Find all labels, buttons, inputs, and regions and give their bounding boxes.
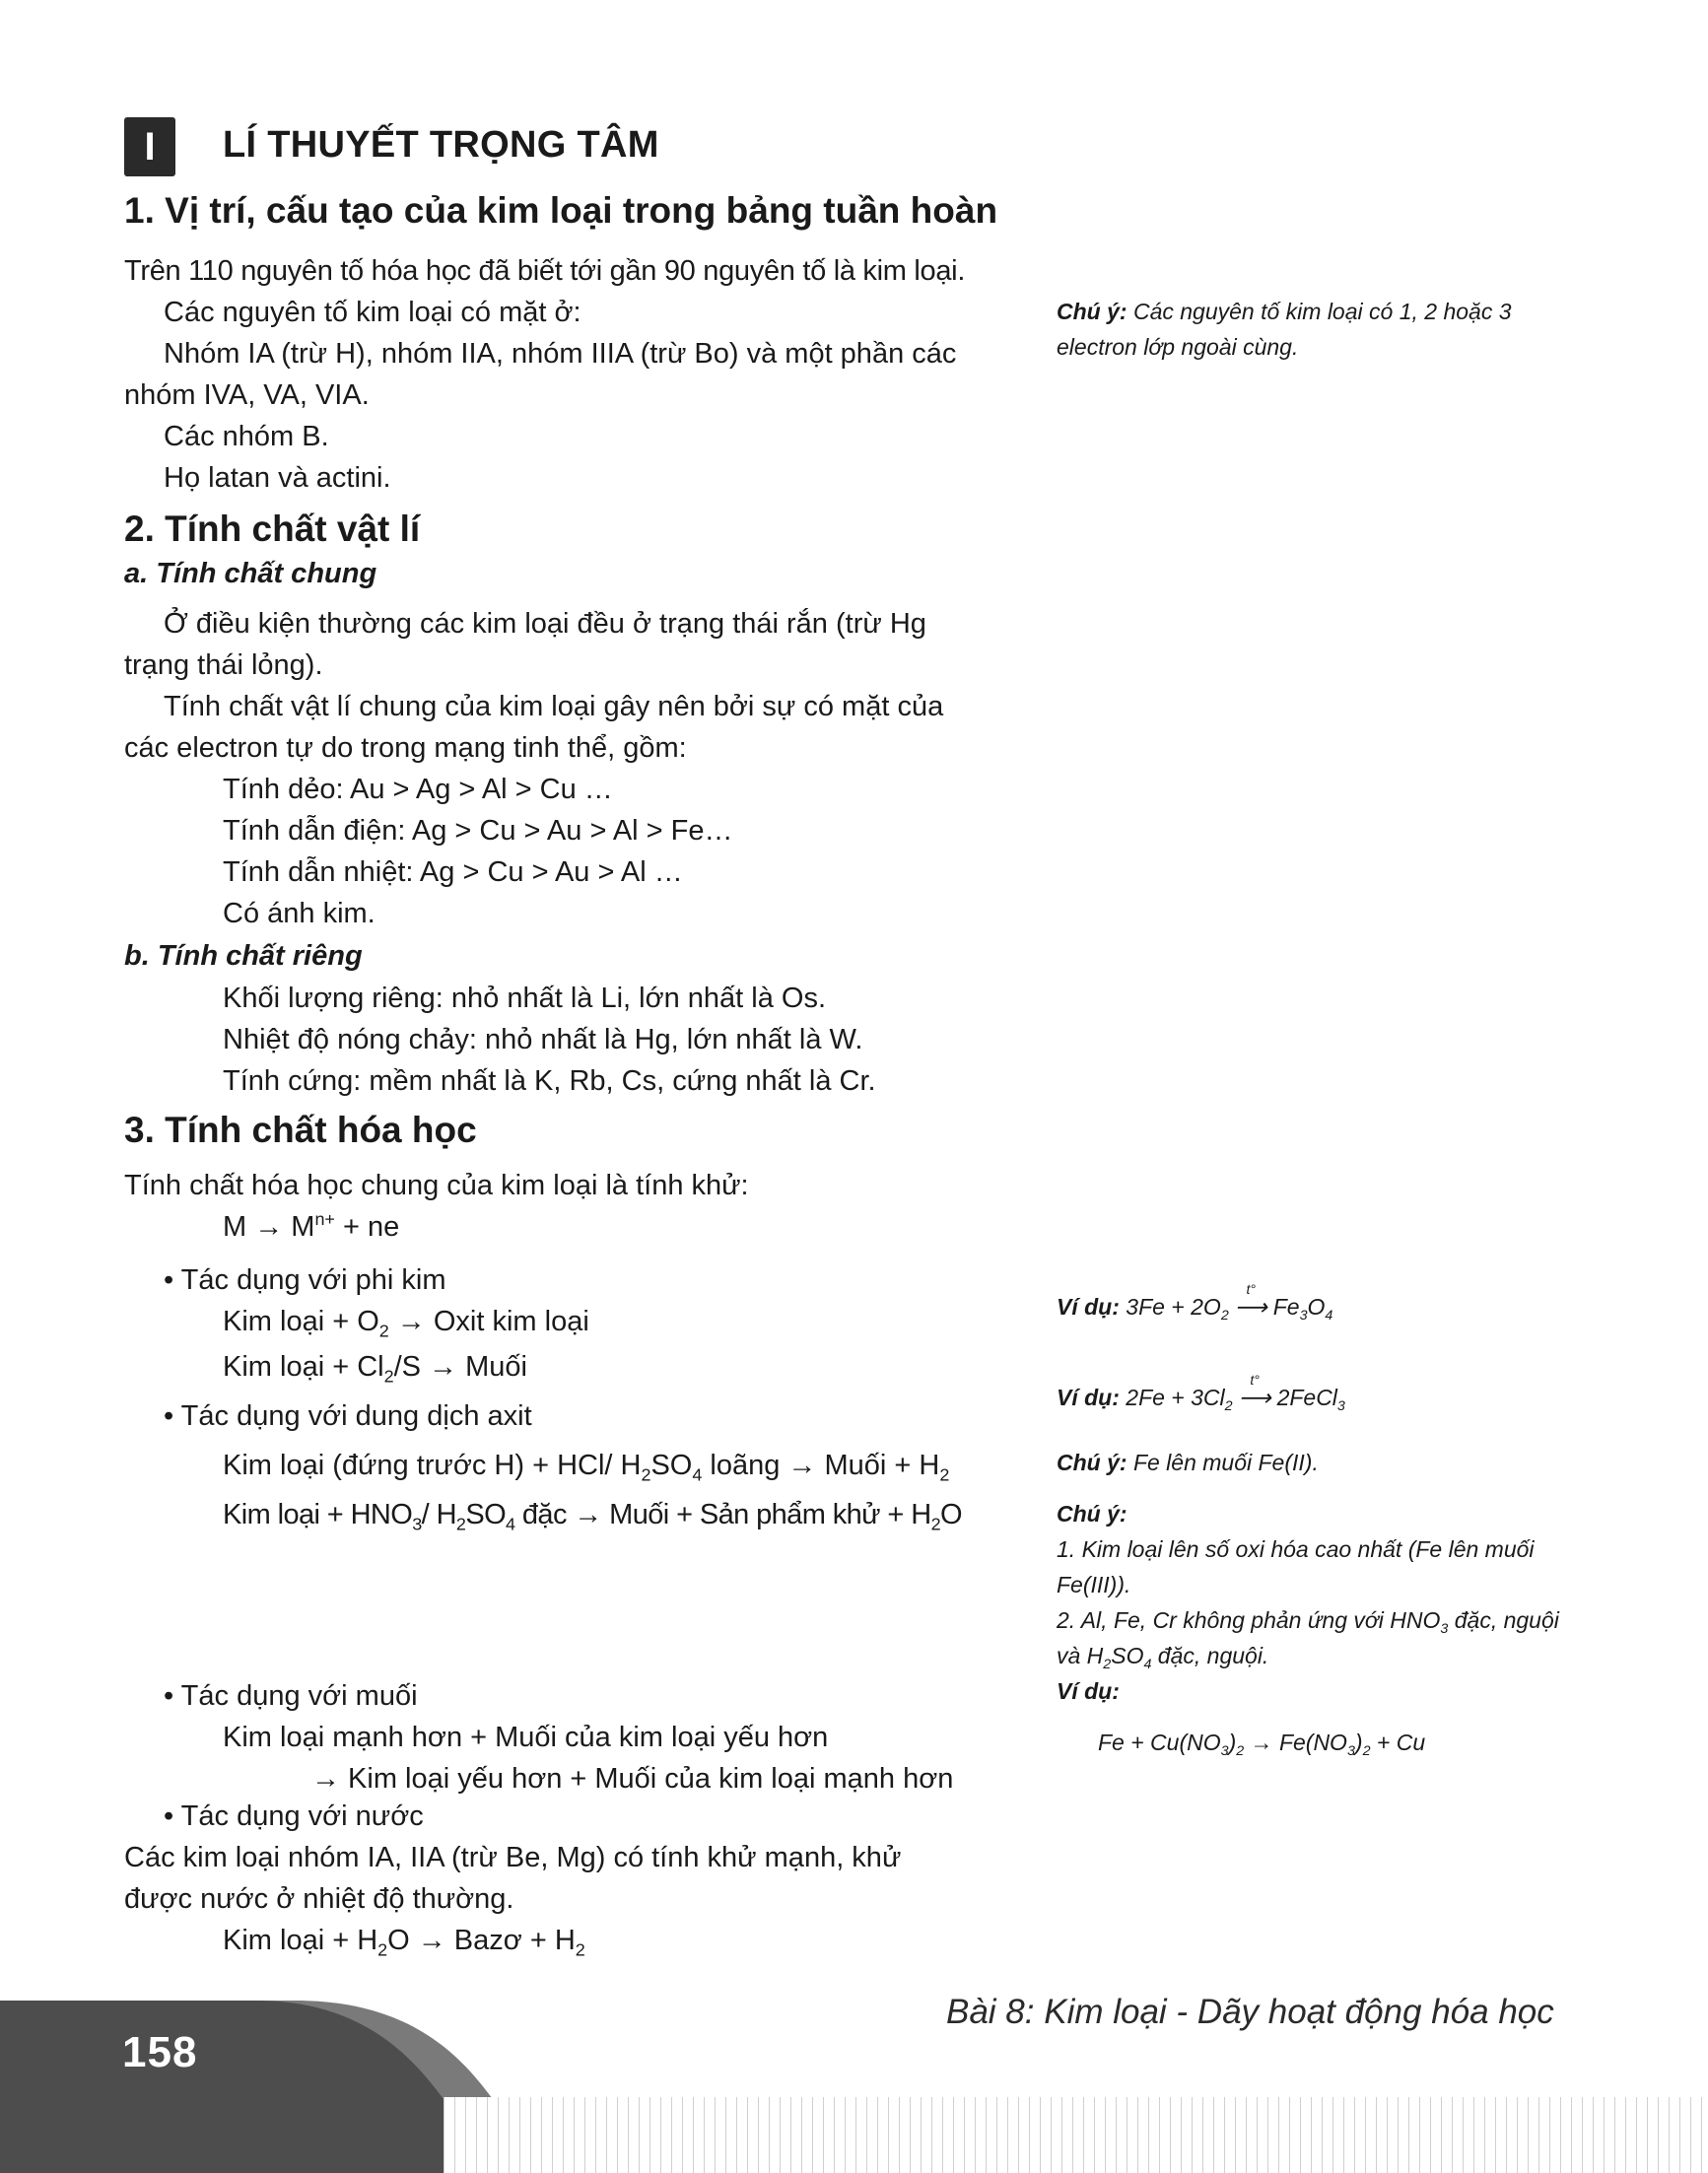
bullet: • Tác dụng với dung dịch axit — [164, 1400, 532, 1432]
paragraph: Tính chất hóa học chung của kim loại là tính khử: — [124, 1170, 749, 1201]
equation-oxidation: $M \to M^{n+}$ + ne — [223, 1209, 400, 1243]
paragraph: Ở điều kiện thường các kim loại đều ở trạng thái rắn (trừ Hg — [164, 608, 926, 640]
property-line: Tính cứng: mềm nhất là K, Rb, Cs, cứng nhất là Cr. — [223, 1065, 876, 1097]
bullet: • Tác dụng với nước — [164, 1800, 424, 1832]
heading-position: 1. Vị trí, cấu tạo của kim loại trong bảng tuần hoàn — [124, 190, 998, 231]
paragraph: Các kim loại nhóm IA, IIA (trừ Be, Mg) có tính khử mạnh, khử — [124, 1842, 902, 1873]
side-example-displacement: $Fe + Cu(NO_3)_2 \to Fe(NO_3)_2 + Cu$ — [1098, 1730, 1426, 1759]
page-number: 158 — [122, 2028, 198, 2076]
equation: Kim loại + $Cl_2/S$ → Muối — [223, 1351, 527, 1387]
equation: Kim loại + $O_2$ → Oxit kim loại — [223, 1306, 589, 1341]
section-number-badge: I — [124, 117, 175, 176]
bullet: • Tác dụng với phi kim — [164, 1264, 446, 1296]
bullet: • Tác dụng với muối — [164, 1680, 418, 1712]
paragraph: nhóm IVA, VA, VIA. — [124, 379, 370, 411]
property-line: Nhiệt độ nóng chảy: nhỏ nhất là Hg, lớn nhất là W. — [223, 1024, 863, 1055]
property-line: Có ánh kim. — [223, 898, 376, 929]
equation: Kim loại (đứng trước H) + HCl/ $H_2SO_4$ loãng → Muối + $H_2$ — [223, 1450, 950, 1485]
side-note-electrons: Chú ý: Các nguyên tố kim loại có 1, 2 hoặc 3 electron lớp ngoài cùng. — [1057, 299, 1512, 360]
footer-wave-dark — [0, 2001, 493, 2173]
side-note-fe2: Chú ý: Fe lên muối Fe(II). — [1057, 1450, 1319, 1475]
paragraph: trạng thái lỏng). — [124, 649, 323, 681]
subheading-specific: b. Tính chất riêng — [124, 940, 363, 972]
footer-stripe-pattern — [444, 2097, 1708, 2173]
subheading-general: a. Tính chất chung — [124, 558, 377, 589]
paragraph: Các nguyên tố kim loại có mặt ở: — [164, 297, 581, 328]
property-line: Tính dẫn điện: Ag > Cu > Au > Al > Fe… — [223, 815, 733, 847]
equation: Kim loại + $H_2O$ → Bazơ + $H_2$ — [223, 1925, 585, 1960]
property-line: Tính dẻo: Au > Ag > Al > Cu … — [223, 774, 613, 805]
side-example-fe-o2: Ví dụ: $3Fe + 2O_2$ t° ⟶ $Fe_3O_4$ — [1057, 1281, 1333, 1324]
paragraph: được nước ở nhiệt độ thường. — [124, 1883, 514, 1915]
equation: Kim loại + $HNO_3/$ $H_2SO_4$ đặc → Muối + Sản phẩm khử + $H_2O$ — [223, 1499, 962, 1534]
heading-chemical: 3. Tính chất hóa học — [124, 1110, 477, 1150]
paragraph: Nhóm IA (trừ H), nhóm IIA, nhóm IIIA (trừ Bo) và một phần các — [164, 338, 957, 370]
equation: → Kim loại yếu hơn + Muối của kim loại mạnh hơn — [311, 1763, 954, 1795]
property-line: Tính dẫn nhiệt: Ag > Cu > Au > Al … — [223, 856, 683, 888]
side-note-passivation: Chú ý: 1. Kim loại lên số oxi hóa cao nhất (Fe lên muối Fe(III)). 2. Al, Fe, Cr không phản ứng với $HNO_3$ đặc, nguội và $H_2SO_4$ đặc, nguội. Ví dụ: — [1057, 1501, 1559, 1704]
paragraph: các electron tự do trong mạng tinh thể, gồm: — [124, 732, 687, 764]
paragraph: Tính chất vật lí chung của kim loại gây nên bởi sự có mặt của — [164, 691, 944, 722]
equation: Kim loại mạnh hơn + Muối của kim loại yếu hơn — [223, 1722, 829, 1753]
paragraph: Trên 110 nguyên tố hóa học đã biết tới gần 90 nguyên tố là kim loại. — [124, 255, 966, 287]
lesson-title: Bài 8: Kim loại - Dãy hoạt động hóa học — [946, 1993, 1554, 2031]
side-example-fe-cl2: Ví dụ: $2Fe + 3Cl_2$ t° ⟶ 2FeCl$_3$ — [1057, 1372, 1345, 1414]
property-line: Khối lượng riêng: nhỏ nhất là Li, lớn nhất là Os. — [223, 983, 827, 1014]
section-title: LÍ THUYẾT TRỌNG TÂM — [223, 124, 659, 166]
paragraph: Họ latan và actini. — [164, 462, 391, 494]
heading-physical: 2. Tính chất vật lí — [124, 509, 421, 549]
paragraph: Các nhóm B. — [164, 421, 329, 452]
